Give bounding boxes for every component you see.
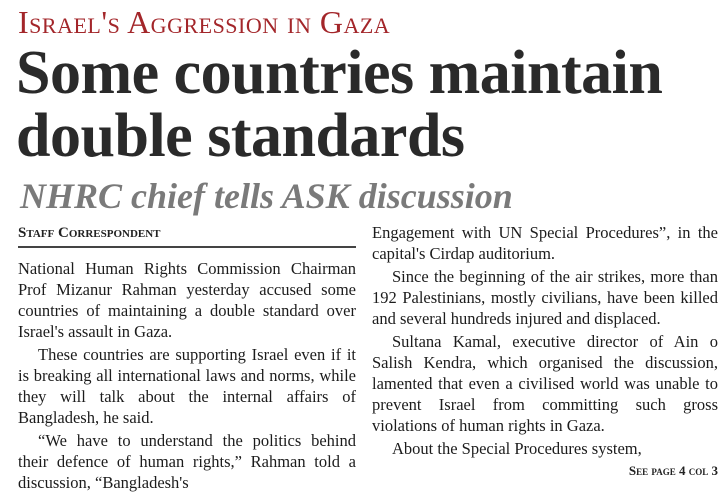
paragraph: About the Special Procedures system, [392, 439, 642, 458]
kicker: Israel's Aggression in Gaza [18, 4, 391, 40]
paragraph: National Human Rights Commission Chairman Prof Mizanur Rahman yesterday accused some countries of maintaining a double standard over Israel's assault in Gaza. [18, 259, 356, 341]
headline [16, 39, 721, 170]
column-2 [372, 222, 718, 479]
column-1 [18, 222, 356, 495]
byline: Staff Correspondent [18, 222, 356, 248]
paragraph: Sultana Kamal, executive director of Ain o Salish Kendra, which organised the discussion, lamented that even a civilised world was unable to prevent Israel from committing such gross violations of human rights in Gaza. [372, 332, 718, 435]
headline-line-2: double standards [16, 102, 465, 170]
paragraph: Since the beginning of the air strikes, more than 192 Palestinians, mostly civilians, have been killed and several hundreds injured and displaced. [372, 267, 718, 328]
see-page-jump[interactable]: See page 4 col 3 [628, 463, 718, 478]
headline-line-1: Some countries maintain [16, 39, 663, 107]
subhead: NHRC chief tells ASK discussion [20, 176, 513, 216]
paragraph: Engagement with UN Special Procedures”, in the capital's Cirdap auditorium. [372, 223, 718, 263]
paragraph: These countries are supporting Israel even if it is breaking all international laws and norms, while they will talk about the internal affairs of Bangladesh, he said. [18, 345, 356, 427]
paragraph: “We have to understand the politics behind their defence of human rights,” Rahman told a discussion, “Bangladesh's [18, 431, 356, 492]
